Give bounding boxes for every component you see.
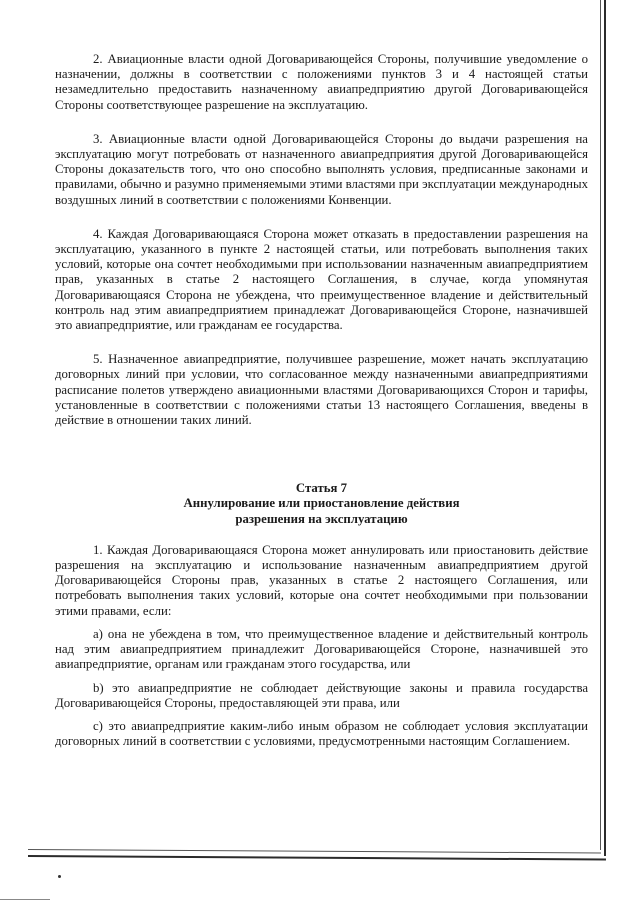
sub-item-b: b) это авиапредприятие не соблюдает действующие законы и правила государства Договаривающейся Стороны, предоставляющей эти права, или [55, 680, 588, 710]
paragraph-4: 4. Каждая Договаривающаяся Сторона может отказать в предоставлении разрешения на эксплуатацию, указанного в пункте 2 настоящей статьи, или потребовать выполнения таких условий, которые она сочтет необходимыми при использовании назначенным авиапредприятием прав, указанных в статье 2 настоящего Соглашения, в случае, когда упомянутая Договаривающаяся Сторона не убеждена, что преимущественное владение и действительный контроль над этим авиапредприятием принадлежат Договаривающейся Стороне, назначившей это авиапредприятие, или гражданам ее государства. [55, 226, 588, 333]
page-border-bottom-inner [28, 849, 601, 854]
scan-edge-line [0, 899, 50, 900]
document-page [28, 0, 612, 905]
paragraph-3: 3. Авиационные власти одной Договаривающейся Стороны до выдачи разрешения на эксплуатацию могут потребовать от назначенного авиапредприятия другой Договаривающейся Стороны доказательств того, что оно способно выполнять условия, предписанные законами и правилами, обычно и разумно применяемыми этими властями при эксплуатации международных воздушных линий в соответствии с положениями Конвенции. [55, 131, 588, 207]
page-border-right-inner [600, 0, 601, 850]
article-title-line-1: Аннулирование или приостановление действия [183, 496, 460, 511]
page-border-right [604, 0, 606, 856]
article-number: Статья 7 [295, 481, 348, 496]
sub-item-c: c) это авиапредприятие каким-либо иным образом не соблюдает условия эксплуатации договорных линий в соответствии с условиями, предусмотренными настоящим Соглашением. [55, 718, 588, 749]
page-border-bottom [28, 855, 606, 861]
scan-dot-mark [58, 875, 61, 878]
sub-item-a: а) она не убеждена в том, что преимущественное владение и действительный контроль над этим авиапредприятием принадлежит Договаривающейся Стороне, назначившей это авиапредприятие, органам или гражданам этого государства, или [55, 626, 588, 672]
document-body [55, 52, 588, 749]
paragraph-5: 5. Назначенное авиапредприятие, получившее разрешение, может начать эксплуатацию договорных линий при условии, что согласованное между назначенными авиапредприятиями расписание полетов утверждено авиационными властями Договаривающихся Сторон и тарифы, установленные в соответствии с положениями статьи 13 настоящего Соглашения, введены в действие в отношении таких линий. [55, 352, 588, 428]
article-intro-paragraph: 1. Каждая Договаривающаяся Сторона может аннулировать или приостановить действие разрешения на эксплуатацию и использование назначенным авиапредприятием другой Договаривающейся Стороны прав, указанных в статье 2 настоящего Соглашения, или потребовать выполнения таких условий, которые она сочтет необходимыми при пользовании этими правами, если: [55, 542, 588, 618]
paragraph-2: 2. Авиационные власти одной Договаривающейся Стороны, получившие уведомление о назначении, должны в соответствии с положениями пунктов 3 и 4 настоящей статьи незамедлительно предоставить назначенному авиапредприятию другой Договаривающейся Стороны соответствующее разрешение на эксплуатацию. [55, 52, 588, 112]
article-title-line-2: разрешения на эксплуатацию [235, 511, 408, 526]
